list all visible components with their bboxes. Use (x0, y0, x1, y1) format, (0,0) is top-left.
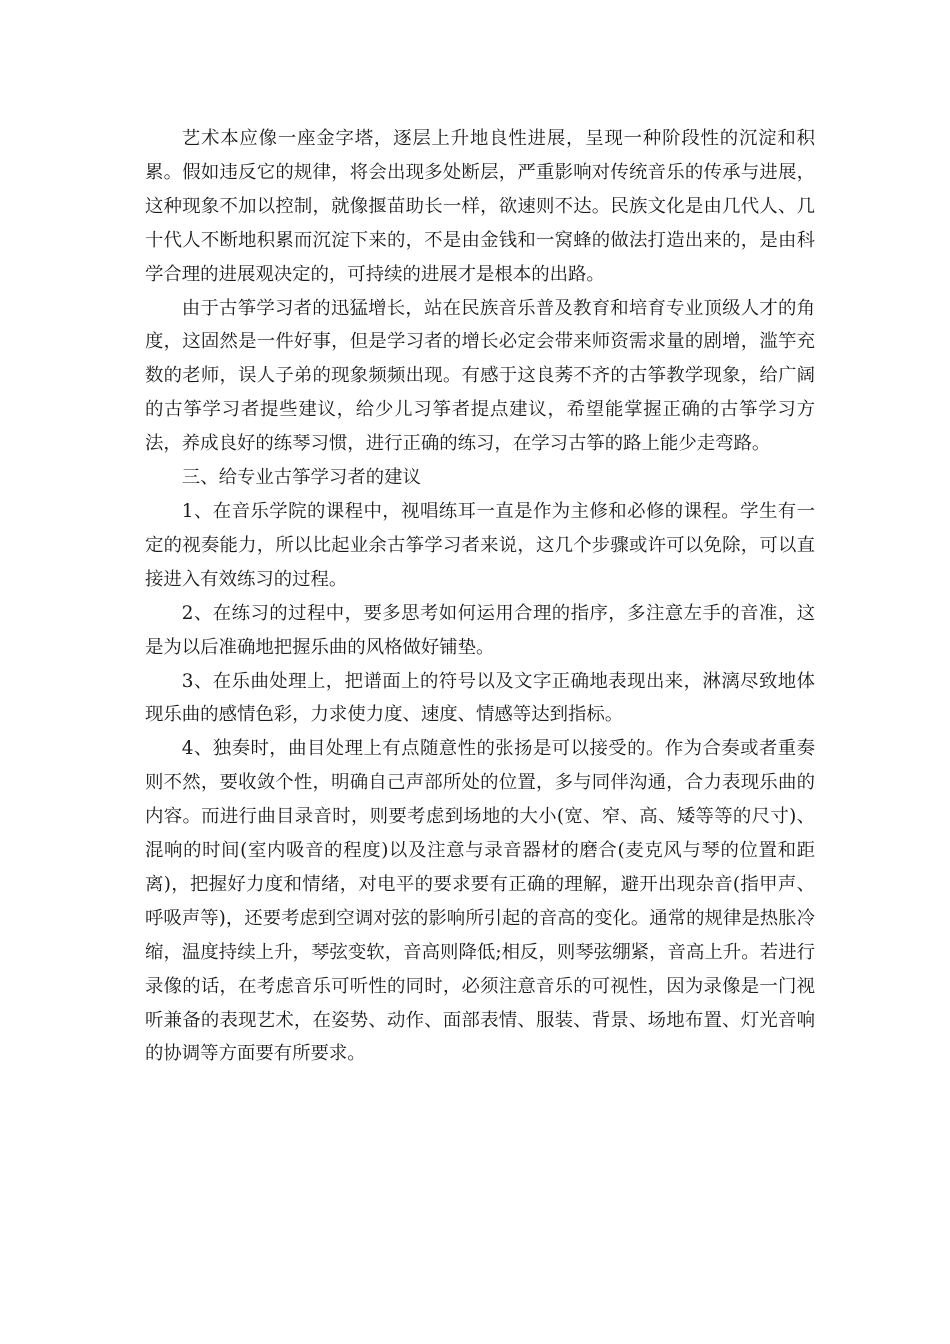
paragraph-pyramid: 艺术本应像一座金字塔，逐层上升地良性进展，呈现一种阶段性的沉淀和积累。假如违反它的规律，将会出现多处断层，严重影响对传统音乐的传承与进展，这种现象不加以控制，就像揠苗助长一样，欲速则不达。民族文化是由几代人、几十代人不断地积累而沉淀下来的，不是由金钱和一窝蜂的做法打造出来的，是由科学合理的进展观决定的，可持续的进展才是根本的出路。 (145, 128, 815, 285)
paragraph-item-2: 2、在练习的过程中，要多思考如何运用合理的指序，多注意左手的音准，这是为以后准确地把握乐曲的风格做好铺垫。 (145, 602, 815, 658)
paragraph-item-3: 3、在乐曲处理上，把谱面上的符号以及文字正确地表现出来，淋漓尽致地体现乐曲的感情色彩，力求使力度、速度、情感等达到指标。 (145, 670, 815, 726)
section-heading: 三、给专业古筝学习者的建议 (181, 467, 421, 489)
paragraph-item-4: 4、独奏时，曲目处理上有点随意性的张扬是可以接受的。作为合奏或者重奏则不然，要收敛个性，明确自己声部所处的位置，多与同伴沟通，合力表现乐曲的内容。而进行曲目录音时，则要考虑到场地的大小(宽、窄、高、矮等等的尺寸)、混响的时间(室内吸音的程度)以及注意与录音器材的磨合(麦克风与琴的位置和距离)，把握好力度和情绪，对电平的要求要有正确的理解，避开出现杂音(指甲声、呼吸声等)，还要考虑到空调对弦的影响所引起的音高的变化。通常的规律是热胀冷缩，温度持续上升，琴弦变软，音高则降低;相反，则琴弦绷紧，音高上升。若进行录像的话，在考虑音乐可听性的同时，必须注意音乐的可视性，因为录像是一门视听兼备的表现艺术，在姿势、动作、面部表情、服装、背景、场地布置、灯光音响的协调等方面要有所要求。 (145, 738, 815, 1065)
document-body (145, 122, 815, 1071)
paragraph-growth: 由于古筝学习者的迅猛增长，站在民族音乐普及教育和培育专业顶级人才的角度，这固然是一件好事，但是学习者的增长必定会带来师资需求量的剧增，滥竽充数的老师，误人子弟的现象频频出现。有感于这良莠不齐的古筝教学现象，给广阔的古筝学习者提些建议，给少儿习筝者提点建议，希望能掌握正确的古筝学习方法，养成良好的练琴习惯，进行正确的练习，在学习古筝的路上能少走弯路。 (145, 297, 815, 455)
paragraph-item-1: 1、在音乐学院的课程中，视唱练耳一直是作为主修和必修的课程。学生有一定的视奏能力，所以比起业余古筝学习者来说，这几个步骤或许可以免除，可以直接进入有效练习的过程。 (145, 500, 815, 590)
